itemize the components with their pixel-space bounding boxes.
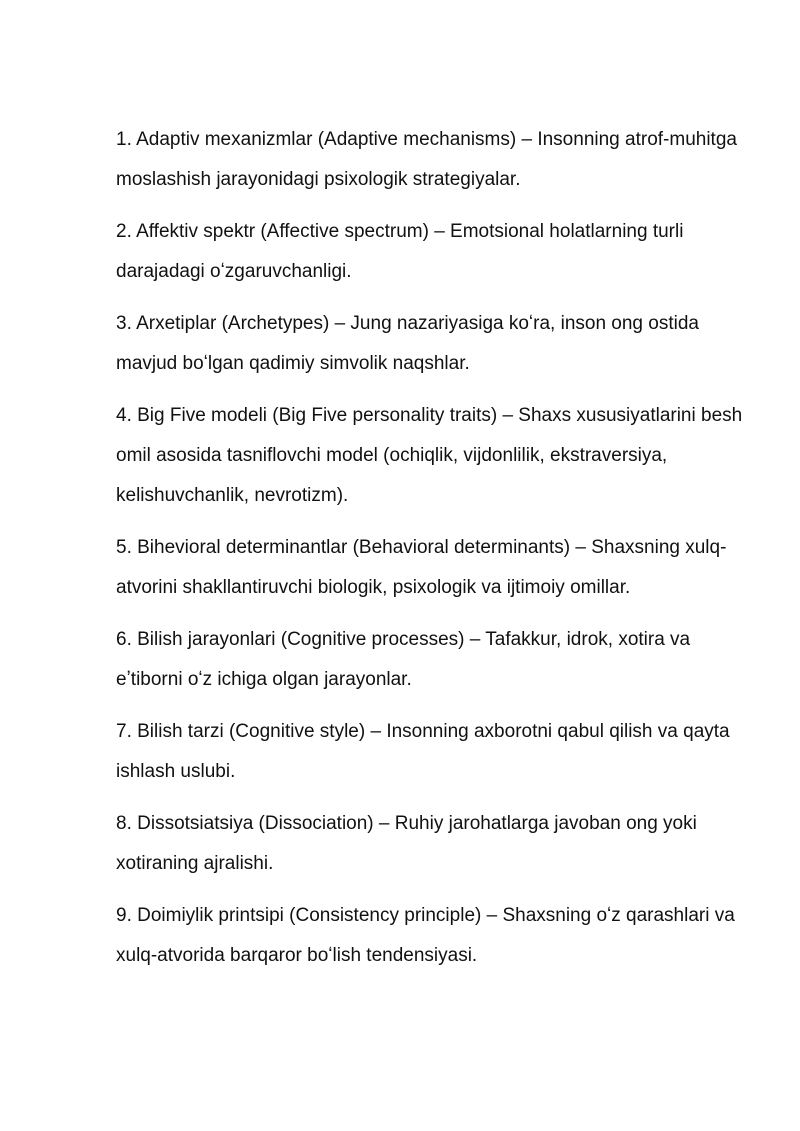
glossary-entry-bihevioral-determinantlar: 5. Bihevioral determinantlar (Behavioral determinants) – Shaxsning xulq-atvorini shakllantiruvchi biologik, psixologik va ijtimoiy omillar. xyxy=(116,537,727,598)
glossary-list xyxy=(116,120,748,988)
glossary-entry-big-five-modeli: 4. Big Five modeli (Big Five personality traits) – Shaxs xususiyatlarini besh omil asosida tasniflovchi model (ochiqlik, vijdonlilik, ekstraversiya, kelishuvchanlik, nevrotizm). xyxy=(116,405,743,506)
glossary-entry-doimiylik-printsipi: 9. Doimiylik printsipi (Consistency principle) – Shaxsning oʻz qarashlari va xulq-atvorida barqaror boʻlish tendensiyasi. xyxy=(116,905,735,966)
glossary-entry-dissotsiatsiya: 8. Dissotsiatsiya (Dissociation) – Ruhiy jarohatlarga javoban ong yoki xotiraning ajralishi. xyxy=(116,813,697,874)
glossary-entry-bilish-jarayonlari: 6. Bilish jarayonlari (Cognitive processes) – Tafakkur, idrok, xotira va eʼtiborni oʻz ichiga olgan jarayonlar. xyxy=(116,629,691,690)
glossary-entry-arxetiplar: 3. Arxetiplar (Archetypes) – Jung nazariyasiga koʻra, inson ong ostida mavjud boʻlgan qadimiy simvolik naqshlar. xyxy=(116,313,699,374)
glossary-entry-adaptiv-mexanizmlar: 1. Adaptiv mexanizmlar (Adaptive mechanisms) – Insonning atrof-muhitga moslashish jarayonidagi psixologik strategiyalar. xyxy=(116,129,737,190)
glossary-entry-affektiv-spektr: 2. Affektiv spektr (Affective spectrum) – Emotsional holatlarning turli darajadagi oʻzgaruvchanligi. xyxy=(116,221,684,282)
glossary-entry-bilish-tarzi: 7. Bilish tarzi (Cognitive style) – Insonning axborotni qabul qilish va qayta ishlash uslubi. xyxy=(116,721,730,782)
